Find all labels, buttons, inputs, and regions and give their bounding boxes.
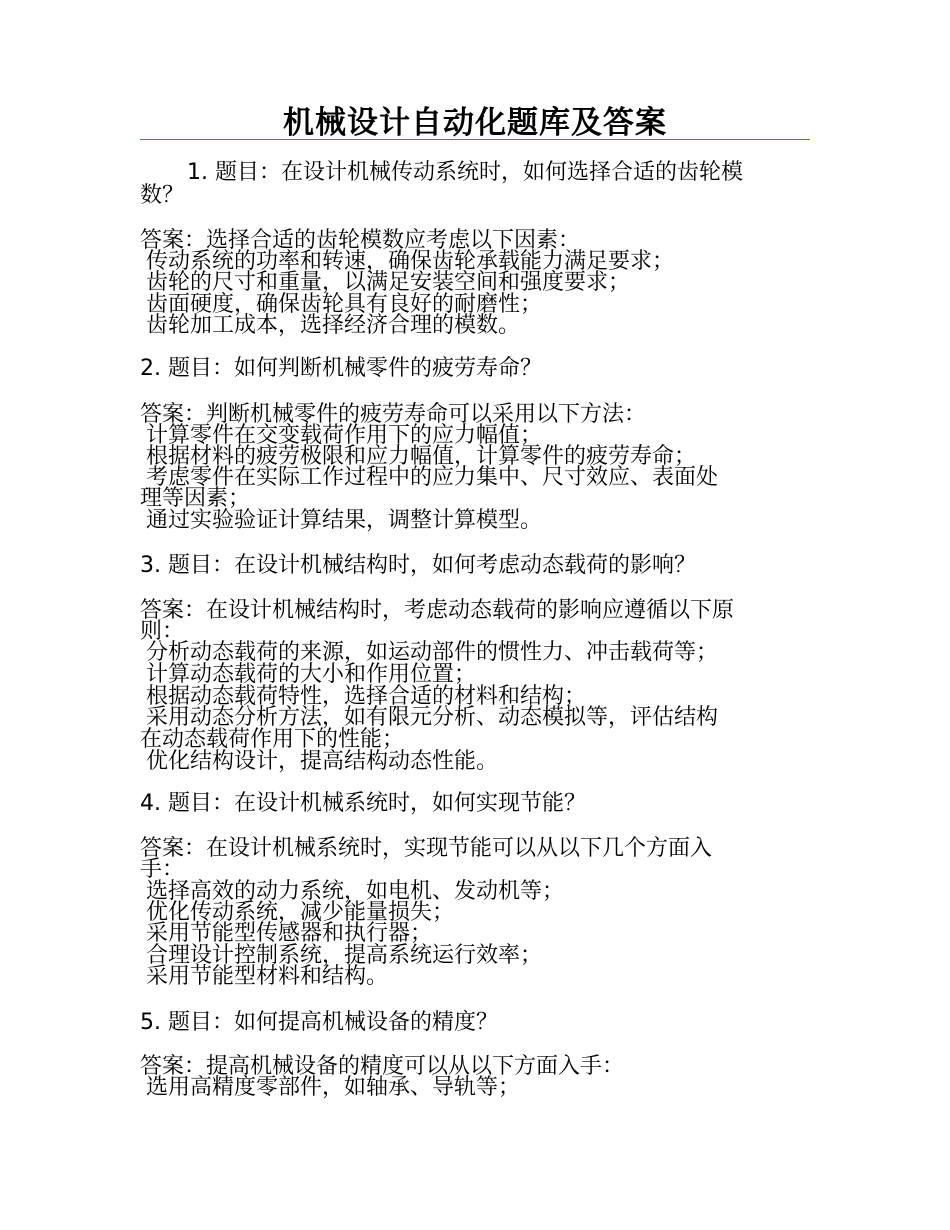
question-1-line-2: 数？ [140,183,185,208]
question-5: 5. 题目：如何提高机械设备的精度？ [140,1010,498,1035]
question-1-line-1: 1. 题目：在设计机械传动系统时，如何选择合适的齿轮模 [187,160,743,185]
answer-1-item-4: 齿轮加工成本，选择经济合理的模数。 [146,313,521,338]
answer-5-item-1: 选用高精度零部件，如轴承、导轨等； [146,1075,521,1100]
answer-4-intro-line-1: 答案：在设计机械系统时，实现节能可以从以下几个方面入 [140,836,713,861]
question-3: 3. 题目：在设计机械结构时，如何考虑动态载荷的影响？ [140,553,696,578]
question-2: 2. 题目：如何判断机械零件的疲劳寿命？ [140,356,542,381]
answer-4-intro-line-2: 手： [140,857,185,882]
question-4: 4. 题目：在设计机械系统时，如何实现节能？ [140,791,586,816]
answer-3-item-2: 计算动态载荷的大小和作用位置； [146,662,477,687]
answer-4-item-3: 采用节能型传感器和执行器； [146,921,433,946]
answer-4-item-1: 选择高效的动力系统，如电机、发动机等； [146,879,565,904]
answer-3-item-1: 分析动态载荷的来源，如运动部件的惯性力、冲击载荷等； [146,640,719,665]
answer-5-intro: 答案：提高机械设备的精度可以从以下方面入手： [140,1054,625,1079]
answer-3-item-4-line-1: 采用动态分析方法，如有限元分析、动态模拟等，评估结构 [146,705,719,730]
answer-3-intro-line-2: 则： [140,619,185,644]
document-title: 机械设计自动化题库及答案 [283,105,667,141]
answer-2-item-1: 计算零件在交变载荷作用下的应力幅值； [146,423,543,448]
answer-1-intro: 答案：选择合适的齿轮模数应考虑以下因素： [140,228,581,253]
answer-2-item-3-line-2: 理等因素； [140,486,251,511]
answer-3-item-5: 优化结构设计，提高结构动态性能。 [146,749,499,774]
title-underline [140,139,810,140]
answer-1-item-3: 齿面硬度，确保齿轮具有良好的耐磨性； [146,292,543,317]
answer-3-intro-line-1: 答案：在设计机械结构时，考虑动态载荷的影响应遵循以下原 [140,598,735,623]
answer-3-item-4-line-2: 在动态载荷作用下的性能； [140,727,405,752]
answer-2-item-2: 根据材料的疲劳极限和应力幅值，计算零件的疲劳寿命； [146,444,697,469]
answer-4-item-4: 合理设计控制系统，提高系统运行效率； [146,943,543,968]
answer-1-item-1: 传动系统的功率和转速，确保齿轮承载能力满足要求； [146,249,675,274]
answer-2-item-3-line-1: 考虑零件在实际工作过程中的应力集中、尺寸效应、表面处 [146,465,719,490]
answer-2-intro: 答案：判断机械零件的疲劳寿命可以采用以下方法： [140,402,647,427]
answer-1-item-2: 齿轮的尺寸和重量，以满足安装空间和强度要求； [146,270,631,295]
answer-3-item-3: 根据动态载荷特性，选择合适的材料和结构； [146,684,587,709]
answer-4-item-5: 采用节能型材料和结构。 [146,964,389,989]
answer-2-item-4: 通过实验验证计算结果，调整计算模型。 [146,508,543,533]
answer-4-item-2: 优化传动系统，减少能量损失； [146,900,455,925]
